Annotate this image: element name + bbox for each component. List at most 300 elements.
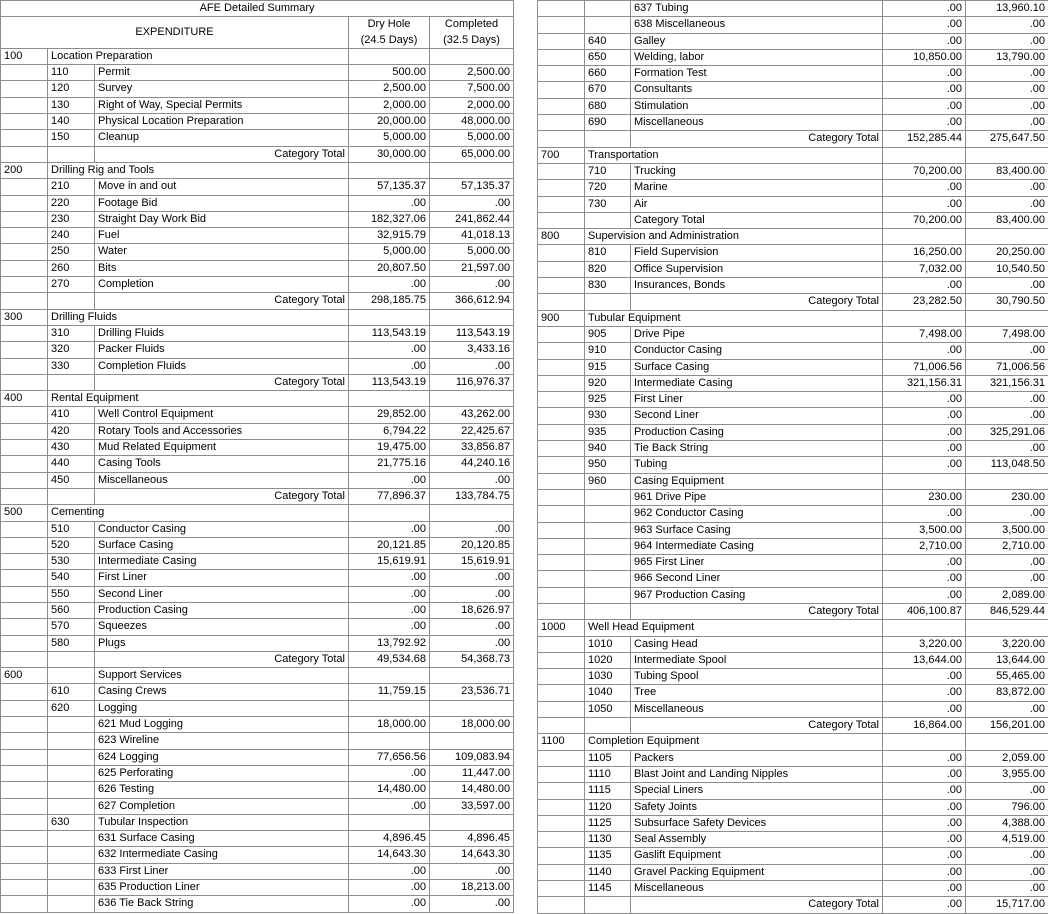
table-row — [538, 881, 1048, 897]
dry-hole-value — [883, 229, 966, 245]
spacer-cell — [1, 896, 48, 912]
spacer-cell — [1, 440, 48, 456]
completed-value: 4,519.00 — [966, 832, 1048, 848]
spacer-cell — [538, 832, 585, 848]
completed-value — [430, 505, 514, 521]
subitem-name: 638 Miscellaneous — [631, 17, 883, 33]
completed-value: .00 — [966, 66, 1048, 82]
dry-hole-value: .00 — [883, 180, 966, 196]
item-name: Physical Location Preparation — [95, 114, 349, 130]
dry-hole-value: 13,644.00 — [883, 652, 966, 668]
subitem-name: 964 Intermediate Casing — [631, 538, 883, 554]
spacer-cell — [538, 587, 585, 603]
item-code: 925 — [585, 392, 631, 408]
spacer-cell — [48, 831, 95, 847]
completed-value: 325,291.06 — [966, 424, 1048, 440]
item-name: Casing Equipment — [631, 473, 883, 489]
completed-value — [430, 309, 514, 325]
spacer-cell — [48, 880, 95, 896]
dry-hole-value: 77,896.37 — [349, 488, 430, 504]
table-row — [538, 897, 1048, 913]
item-name: Conductor Casing — [95, 521, 349, 537]
item-code: 320 — [48, 342, 95, 358]
item-name: Field Supervision — [631, 245, 883, 261]
table-row — [538, 750, 1048, 766]
item-code: 110 — [48, 65, 95, 81]
completed-value: 3,500.00 — [966, 522, 1048, 538]
table-row — [538, 33, 1048, 49]
item-code: 660 — [585, 66, 631, 82]
table-row — [538, 783, 1048, 799]
item-name: Survey — [95, 81, 349, 97]
completed-value: .00 — [430, 619, 514, 635]
header-dry-hole-line2: (24.5 Days) — [352, 33, 426, 48]
spacer-cell — [538, 278, 585, 294]
completed-value: 3,955.00 — [966, 766, 1048, 782]
table-row — [538, 685, 1048, 701]
spacer-cell — [1, 863, 48, 879]
table-row — [538, 147, 1048, 163]
completed-value: 116,976.37 — [430, 374, 514, 390]
subitem-name: 627 Completion — [95, 798, 349, 814]
document-title-row — [1, 1, 514, 17]
category-total-label: Category Total — [95, 146, 349, 162]
item-name: Air — [631, 196, 883, 212]
table-row — [1, 831, 514, 847]
table-row — [538, 489, 1048, 505]
completed-value: 2,710.00 — [966, 538, 1048, 554]
table-row — [538, 718, 1048, 734]
item-code: 620 — [48, 700, 95, 716]
completed-value: 23,536.71 — [430, 684, 514, 700]
table-row — [1, 537, 514, 553]
item-code: 530 — [48, 554, 95, 570]
dry-hole-value: 7,498.00 — [883, 326, 966, 342]
item-code: 570 — [48, 619, 95, 635]
item-name: Miscellaneous — [631, 701, 883, 717]
category-code: 1000 — [538, 620, 585, 636]
completed-value: 48,000.00 — [430, 114, 514, 130]
completed-value — [430, 733, 514, 749]
completed-value: 13,960.10 — [966, 1, 1048, 17]
item-code: 1040 — [585, 685, 631, 701]
table-row — [1, 586, 514, 602]
spacer-cell — [48, 847, 95, 863]
completed-value: .00 — [430, 896, 514, 912]
spacer-cell — [538, 538, 585, 554]
dry-hole-value — [349, 668, 430, 684]
dry-hole-value: .00 — [883, 506, 966, 522]
table-row — [538, 864, 1048, 880]
item-name: Packer Fluids — [95, 342, 349, 358]
table-row — [538, 310, 1048, 326]
spacer-cell — [1, 195, 48, 211]
spacer-cell — [538, 33, 585, 49]
spacer-cell — [1, 602, 48, 618]
item-code: 220 — [48, 195, 95, 211]
completed-value: 14,643.30 — [430, 847, 514, 863]
table-row — [538, 163, 1048, 179]
spacer-cell — [538, 212, 585, 228]
spacer-cell — [1, 749, 48, 765]
dry-hole-value: 16,250.00 — [883, 245, 966, 261]
spacer-cell — [1, 81, 48, 97]
completed-value: 15,717.00 — [966, 897, 1048, 913]
spacer-cell — [538, 457, 585, 473]
spacer-cell — [585, 212, 631, 228]
item-name: Tree — [631, 685, 883, 701]
dry-hole-value: 5,000.00 — [349, 244, 430, 260]
dry-hole-value: 406,100.87 — [883, 603, 966, 619]
spacer-cell — [585, 603, 631, 619]
dry-hole-value: 29,852.00 — [349, 407, 430, 423]
item-code: 250 — [48, 244, 95, 260]
item-name: Surface Casing — [95, 537, 349, 553]
subitem-name: 631 Surface Casing — [95, 831, 349, 847]
table-row — [538, 294, 1048, 310]
item-name: Intermediate Casing — [631, 375, 883, 391]
spacer-cell — [585, 522, 631, 538]
completed-value — [430, 814, 514, 830]
spacer-cell — [48, 717, 95, 733]
table-row — [1, 130, 514, 146]
item-code: 410 — [48, 407, 95, 423]
spacer-cell — [48, 651, 95, 667]
dry-hole-value: .00 — [349, 863, 430, 879]
table-row — [1, 602, 514, 618]
table-row — [538, 229, 1048, 245]
item-code: 960 — [585, 473, 631, 489]
header-completed-line1: Completed — [433, 17, 510, 32]
completed-value: 20,120.85 — [430, 537, 514, 553]
dry-hole-value — [883, 473, 966, 489]
subitem-name: 623 Wireline — [95, 733, 349, 749]
completed-value: 15,619.91 — [430, 554, 514, 570]
completed-value: 14,480.00 — [430, 782, 514, 798]
item-name: Marine — [631, 180, 883, 196]
table-row — [1, 48, 514, 64]
category-name: Location Preparation — [48, 48, 349, 64]
item-code: 710 — [585, 163, 631, 179]
item-name: Subsurface Safety Devices — [631, 815, 883, 831]
item-name: Galley — [631, 33, 883, 49]
completed-value: 3,220.00 — [966, 636, 1048, 652]
completed-value: .00 — [966, 864, 1048, 880]
completed-value: 18,000.00 — [430, 717, 514, 733]
table-row — [538, 620, 1048, 636]
table-row — [538, 555, 1048, 571]
completed-value — [430, 700, 514, 716]
subitem-name: 963 Surface Casing — [631, 522, 883, 538]
subitem-name: 637 Tubing — [631, 1, 883, 17]
dry-hole-value: .00 — [883, 587, 966, 603]
spacer-cell — [48, 374, 95, 390]
dry-hole-value: 298,185.75 — [349, 293, 430, 309]
table-row — [1, 277, 514, 293]
table-row — [1, 505, 514, 521]
dry-hole-value — [349, 733, 430, 749]
dry-hole-value: .00 — [883, 82, 966, 98]
item-name: Move in and out — [95, 179, 349, 195]
table-row — [538, 115, 1048, 131]
category-total-label: Category Total — [95, 651, 349, 667]
item-name: Permit — [95, 65, 349, 81]
table-row — [538, 408, 1048, 424]
dry-hole-value: .00 — [883, 897, 966, 913]
item-name: First Liner — [95, 570, 349, 586]
table-row — [1, 765, 514, 781]
item-name: Bits — [95, 260, 349, 276]
completed-value: .00 — [966, 278, 1048, 294]
table-row — [538, 98, 1048, 114]
item-code: 550 — [48, 586, 95, 602]
item-name: Miscellaneous — [631, 881, 883, 897]
spacer-cell — [538, 131, 585, 147]
spacer-cell — [538, 261, 585, 277]
table-row — [1, 896, 514, 912]
table-row — [538, 82, 1048, 98]
item-name: Drive Pipe — [631, 326, 883, 342]
dry-hole-value: 113,543.19 — [349, 374, 430, 390]
spacer-cell — [538, 375, 585, 391]
dry-hole-value: .00 — [349, 765, 430, 781]
table-row — [1, 293, 514, 309]
spacer-cell — [538, 326, 585, 342]
spacer-cell — [48, 749, 95, 765]
spacer-cell — [538, 49, 585, 65]
subitem-name: 624 Logging — [95, 749, 349, 765]
item-code: 510 — [48, 521, 95, 537]
spacer-cell — [585, 555, 631, 571]
category-name: Well Head Equipment — [585, 620, 883, 636]
table-row — [1, 440, 514, 456]
item-code: 330 — [48, 358, 95, 374]
completed-value — [966, 734, 1048, 750]
spacer-cell — [585, 718, 631, 734]
completed-value: .00 — [966, 196, 1048, 212]
table-row — [538, 766, 1048, 782]
completed-value: 156,201.00 — [966, 718, 1048, 734]
header-completed-line2: (32.5 Days) — [433, 33, 510, 48]
subitem-name: 966 Second Liner — [631, 571, 883, 587]
spacer-cell — [538, 701, 585, 717]
item-code: 210 — [48, 179, 95, 195]
spacer-cell — [538, 441, 585, 457]
item-code: 1030 — [585, 669, 631, 685]
item-code: 730 — [585, 196, 631, 212]
item-code: 1140 — [585, 864, 631, 880]
item-name: Logging — [95, 700, 349, 716]
table-row — [1, 472, 514, 488]
completed-value — [966, 473, 1048, 489]
completed-value: 109,083.94 — [430, 749, 514, 765]
table-row — [538, 245, 1048, 261]
dry-hole-value — [349, 505, 430, 521]
spacer-cell — [538, 82, 585, 98]
table-row — [538, 1, 1048, 17]
dry-hole-value: 19,475.00 — [349, 440, 430, 456]
completed-value: .00 — [430, 472, 514, 488]
item-name: Miscellaneous — [95, 472, 349, 488]
item-name: Blast Joint and Landing Nipples — [631, 766, 883, 782]
item-name: Seal Assembly — [631, 832, 883, 848]
table-row — [1, 619, 514, 635]
completed-value: 2,089.00 — [966, 587, 1048, 603]
dry-hole-value: 113,543.19 — [349, 325, 430, 341]
dry-hole-value: .00 — [883, 343, 966, 359]
spacer-cell — [1, 782, 48, 798]
dry-hole-value: 5,000.00 — [349, 130, 430, 146]
table-row — [1, 798, 514, 814]
dry-hole-value: 16,864.00 — [883, 718, 966, 734]
spacer-cell — [48, 668, 95, 684]
spacer-cell — [1, 472, 48, 488]
left-table-body — [1, 48, 514, 912]
spacer-cell — [538, 424, 585, 440]
table-row — [1, 244, 514, 260]
completed-value: .00 — [430, 358, 514, 374]
table-row — [538, 832, 1048, 848]
spacer-cell — [585, 1, 631, 17]
table-row — [538, 424, 1048, 440]
item-name: Special Liners — [631, 783, 883, 799]
spacer-cell — [48, 896, 95, 912]
category-code: 400 — [1, 391, 48, 407]
item-name: Tubing Spool — [631, 669, 883, 685]
subitem-name: 636 Tie Back String — [95, 896, 349, 912]
item-name: Office Supervision — [631, 261, 883, 277]
item-name: Well Control Equipment — [95, 407, 349, 423]
item-name: Intermediate Casing — [95, 554, 349, 570]
table-row — [538, 473, 1048, 489]
right-table-panel — [537, 0, 1048, 914]
subitem-name: 962 Conductor Casing — [631, 506, 883, 522]
item-code: 610 — [48, 684, 95, 700]
completed-value: 30,790.50 — [966, 294, 1048, 310]
item-name: Intermediate Spool — [631, 652, 883, 668]
item-code: 560 — [48, 602, 95, 618]
dry-hole-value — [349, 391, 430, 407]
completed-value: .00 — [430, 277, 514, 293]
dry-hole-value: 20,807.50 — [349, 260, 430, 276]
completed-value — [430, 162, 514, 178]
dry-hole-value: 20,000.00 — [349, 114, 430, 130]
completed-value — [430, 48, 514, 64]
dry-hole-value: 77,656.56 — [349, 749, 430, 765]
table-row — [538, 392, 1048, 408]
completed-value: 55,465.00 — [966, 669, 1048, 685]
dry-hole-value: .00 — [883, 17, 966, 33]
item-name: Consultants — [631, 82, 883, 98]
category-code: 500 — [1, 505, 48, 521]
subitem-name: 635 Production Liner — [95, 880, 349, 896]
item-name: Second Liner — [95, 586, 349, 602]
dry-hole-value: .00 — [883, 799, 966, 815]
table-row — [538, 457, 1048, 473]
completed-value: 2,000.00 — [430, 97, 514, 113]
completed-value: 43,262.00 — [430, 407, 514, 423]
item-name: Water — [95, 244, 349, 260]
table-row — [1, 97, 514, 113]
item-code: 430 — [48, 440, 95, 456]
spacer-cell — [585, 506, 631, 522]
spacer-cell — [48, 146, 95, 162]
spacer-cell — [1, 211, 48, 227]
item-code: 1130 — [585, 832, 631, 848]
subitem-name: 967 Production Casing — [631, 587, 883, 603]
completed-value: .00 — [966, 115, 1048, 131]
table-row — [538, 669, 1048, 685]
completed-value: 275,647.50 — [966, 131, 1048, 147]
table-row — [538, 734, 1048, 750]
dry-hole-value — [349, 162, 430, 178]
table-row — [1, 635, 514, 651]
spacer-cell — [538, 766, 585, 782]
category-name: Transportation — [585, 147, 883, 163]
spacer-cell — [1, 765, 48, 781]
dry-hole-value: .00 — [883, 441, 966, 457]
spacer-cell — [1, 374, 48, 390]
dry-hole-value: .00 — [883, 98, 966, 114]
dry-hole-value — [349, 48, 430, 64]
item-code: 640 — [585, 33, 631, 49]
category-total-label: Category Total — [631, 294, 883, 310]
item-name: Cleanup — [95, 130, 349, 146]
category-code: 200 — [1, 162, 48, 178]
spacer-cell — [1, 423, 48, 439]
item-name: Mud Related Equipment — [95, 440, 349, 456]
completed-value: 796.00 — [966, 799, 1048, 815]
table-row — [538, 603, 1048, 619]
completed-value: 54,368.73 — [430, 651, 514, 667]
completed-value: .00 — [966, 571, 1048, 587]
category-code: 300 — [1, 309, 48, 325]
item-code: 230 — [48, 211, 95, 227]
item-code: 240 — [48, 228, 95, 244]
page-title: AFE Detailed Summary — [1, 1, 514, 17]
dry-hole-value: .00 — [349, 342, 430, 358]
table-row — [1, 195, 514, 211]
table-row — [538, 261, 1048, 277]
completed-value: 57,135.37 — [430, 179, 514, 195]
subitem-name: 625 Perforating — [95, 765, 349, 781]
dry-hole-value — [883, 734, 966, 750]
dry-hole-value: .00 — [349, 798, 430, 814]
dry-hole-value: .00 — [883, 408, 966, 424]
spacer-cell — [48, 782, 95, 798]
spacer-cell — [538, 343, 585, 359]
completed-value: 133,784.75 — [430, 488, 514, 504]
completed-value: .00 — [966, 82, 1048, 98]
completed-value: .00 — [430, 586, 514, 602]
spacer-cell — [538, 522, 585, 538]
completed-value: .00 — [430, 570, 514, 586]
table-row — [1, 782, 514, 798]
spacer-cell — [1, 847, 48, 863]
table-row — [1, 651, 514, 667]
table-row — [1, 342, 514, 358]
dry-hole-value: 10,850.00 — [883, 49, 966, 65]
completed-value: 5,000.00 — [430, 130, 514, 146]
item-code: 650 — [585, 49, 631, 65]
table-row — [538, 49, 1048, 65]
table-row — [1, 847, 514, 863]
table-row — [1, 179, 514, 195]
dry-hole-value: 71,006.56 — [883, 359, 966, 375]
spacer-cell — [1, 554, 48, 570]
dry-hole-value: .00 — [883, 750, 966, 766]
table-row — [1, 325, 514, 341]
